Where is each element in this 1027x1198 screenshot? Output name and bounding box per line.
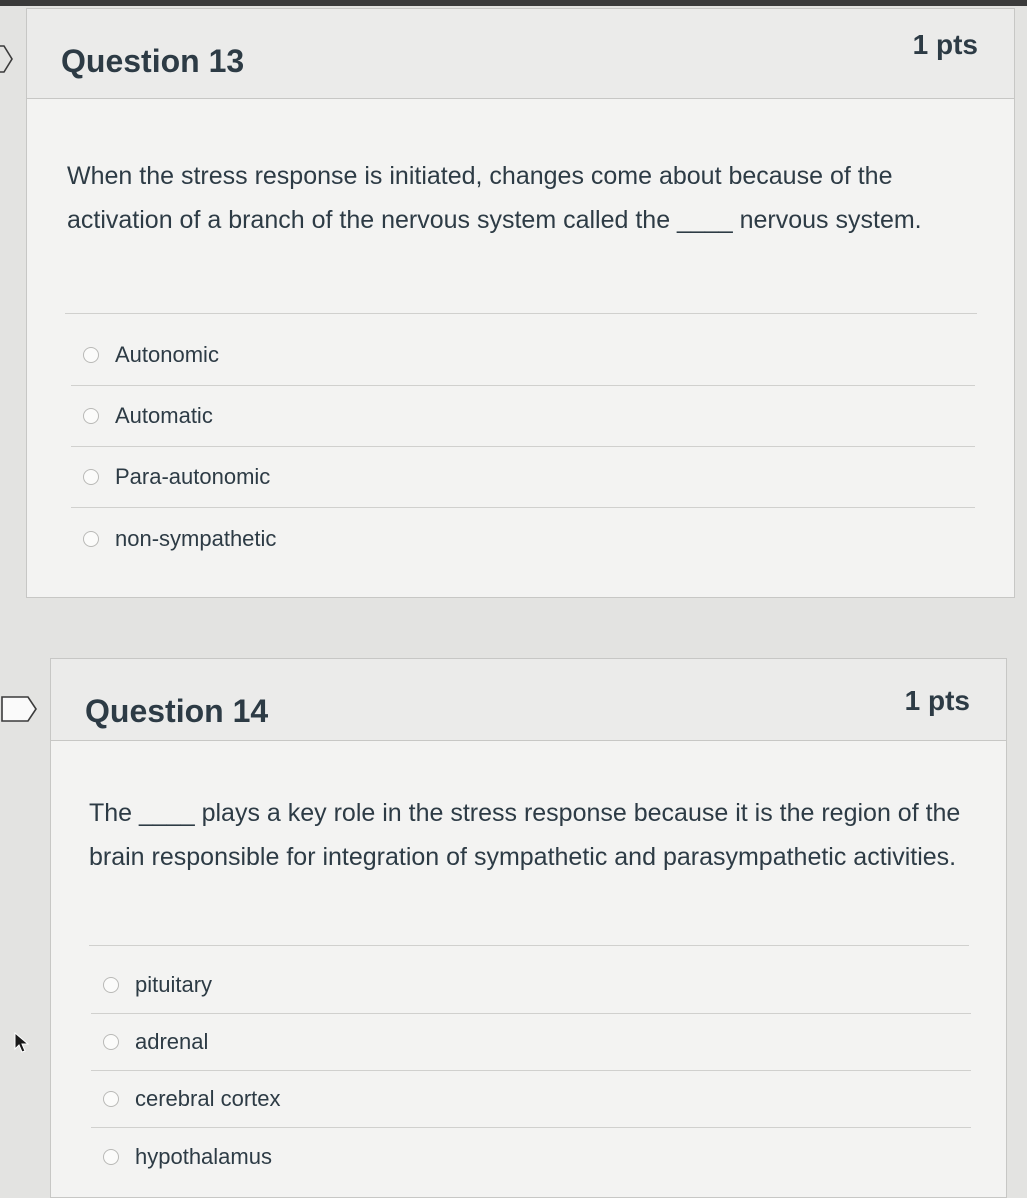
answer-option[interactable] (71, 325, 975, 386)
window-top-edge (0, 0, 1027, 6)
radio-button[interactable] (103, 1091, 119, 1107)
answer-option[interactable] (91, 1014, 971, 1071)
answer-label[interactable]: Autonomic (115, 342, 219, 367)
radio-button[interactable] (103, 1034, 119, 1050)
answer-label[interactable]: hypothalamus (135, 1143, 272, 1169)
question-text: When the stress response is initiated, changes come about because of the activation of a branch of the nervous system called the ____ nervous system. (67, 162, 922, 234)
question-header (27, 9, 1014, 99)
question-points: 1 pts (904, 685, 970, 716)
answer-option[interactable] (91, 1071, 971, 1128)
answer-label[interactable]: Para-autonomic (115, 464, 271, 489)
answer-option[interactable] (71, 447, 975, 508)
radio-button[interactable] (83, 408, 99, 424)
answer-list (91, 957, 971, 1185)
divider (65, 313, 977, 314)
question-title: Question 13 (61, 43, 245, 79)
radio-button[interactable] (83, 469, 99, 485)
radio-button[interactable] (83, 531, 99, 547)
answer-option[interactable] (71, 386, 975, 447)
divider (89, 945, 969, 946)
answer-label[interactable]: adrenal (135, 1029, 209, 1054)
question-points: 1 pts (912, 29, 978, 60)
flag-question-icon[interactable] (0, 44, 14, 74)
question-text: The ____ plays a key role in the stress response because it is the region of the brain responsible for integration of sympathetic and parasympathetic activities. (89, 799, 961, 871)
radio-button[interactable] (103, 1149, 119, 1165)
question-card (50, 658, 1007, 1198)
answer-list (71, 325, 975, 569)
radio-button[interactable] (83, 347, 99, 363)
answer-label[interactable]: non-sympathetic (115, 525, 277, 551)
answer-label[interactable]: cerebral cortex (135, 1086, 281, 1111)
answer-option[interactable] (91, 1128, 971, 1185)
answer-label[interactable]: Automatic (115, 403, 213, 428)
answer-option[interactable] (71, 508, 975, 569)
answer-label[interactable]: pituitary (135, 972, 213, 997)
question-card (26, 8, 1015, 598)
question-header (51, 659, 1006, 741)
question-title: Question 14 (85, 693, 269, 729)
radio-button[interactable] (103, 977, 119, 993)
answer-option[interactable] (91, 957, 971, 1014)
flag-question-icon[interactable] (0, 694, 40, 724)
mouse-pointer-icon (14, 1032, 32, 1054)
